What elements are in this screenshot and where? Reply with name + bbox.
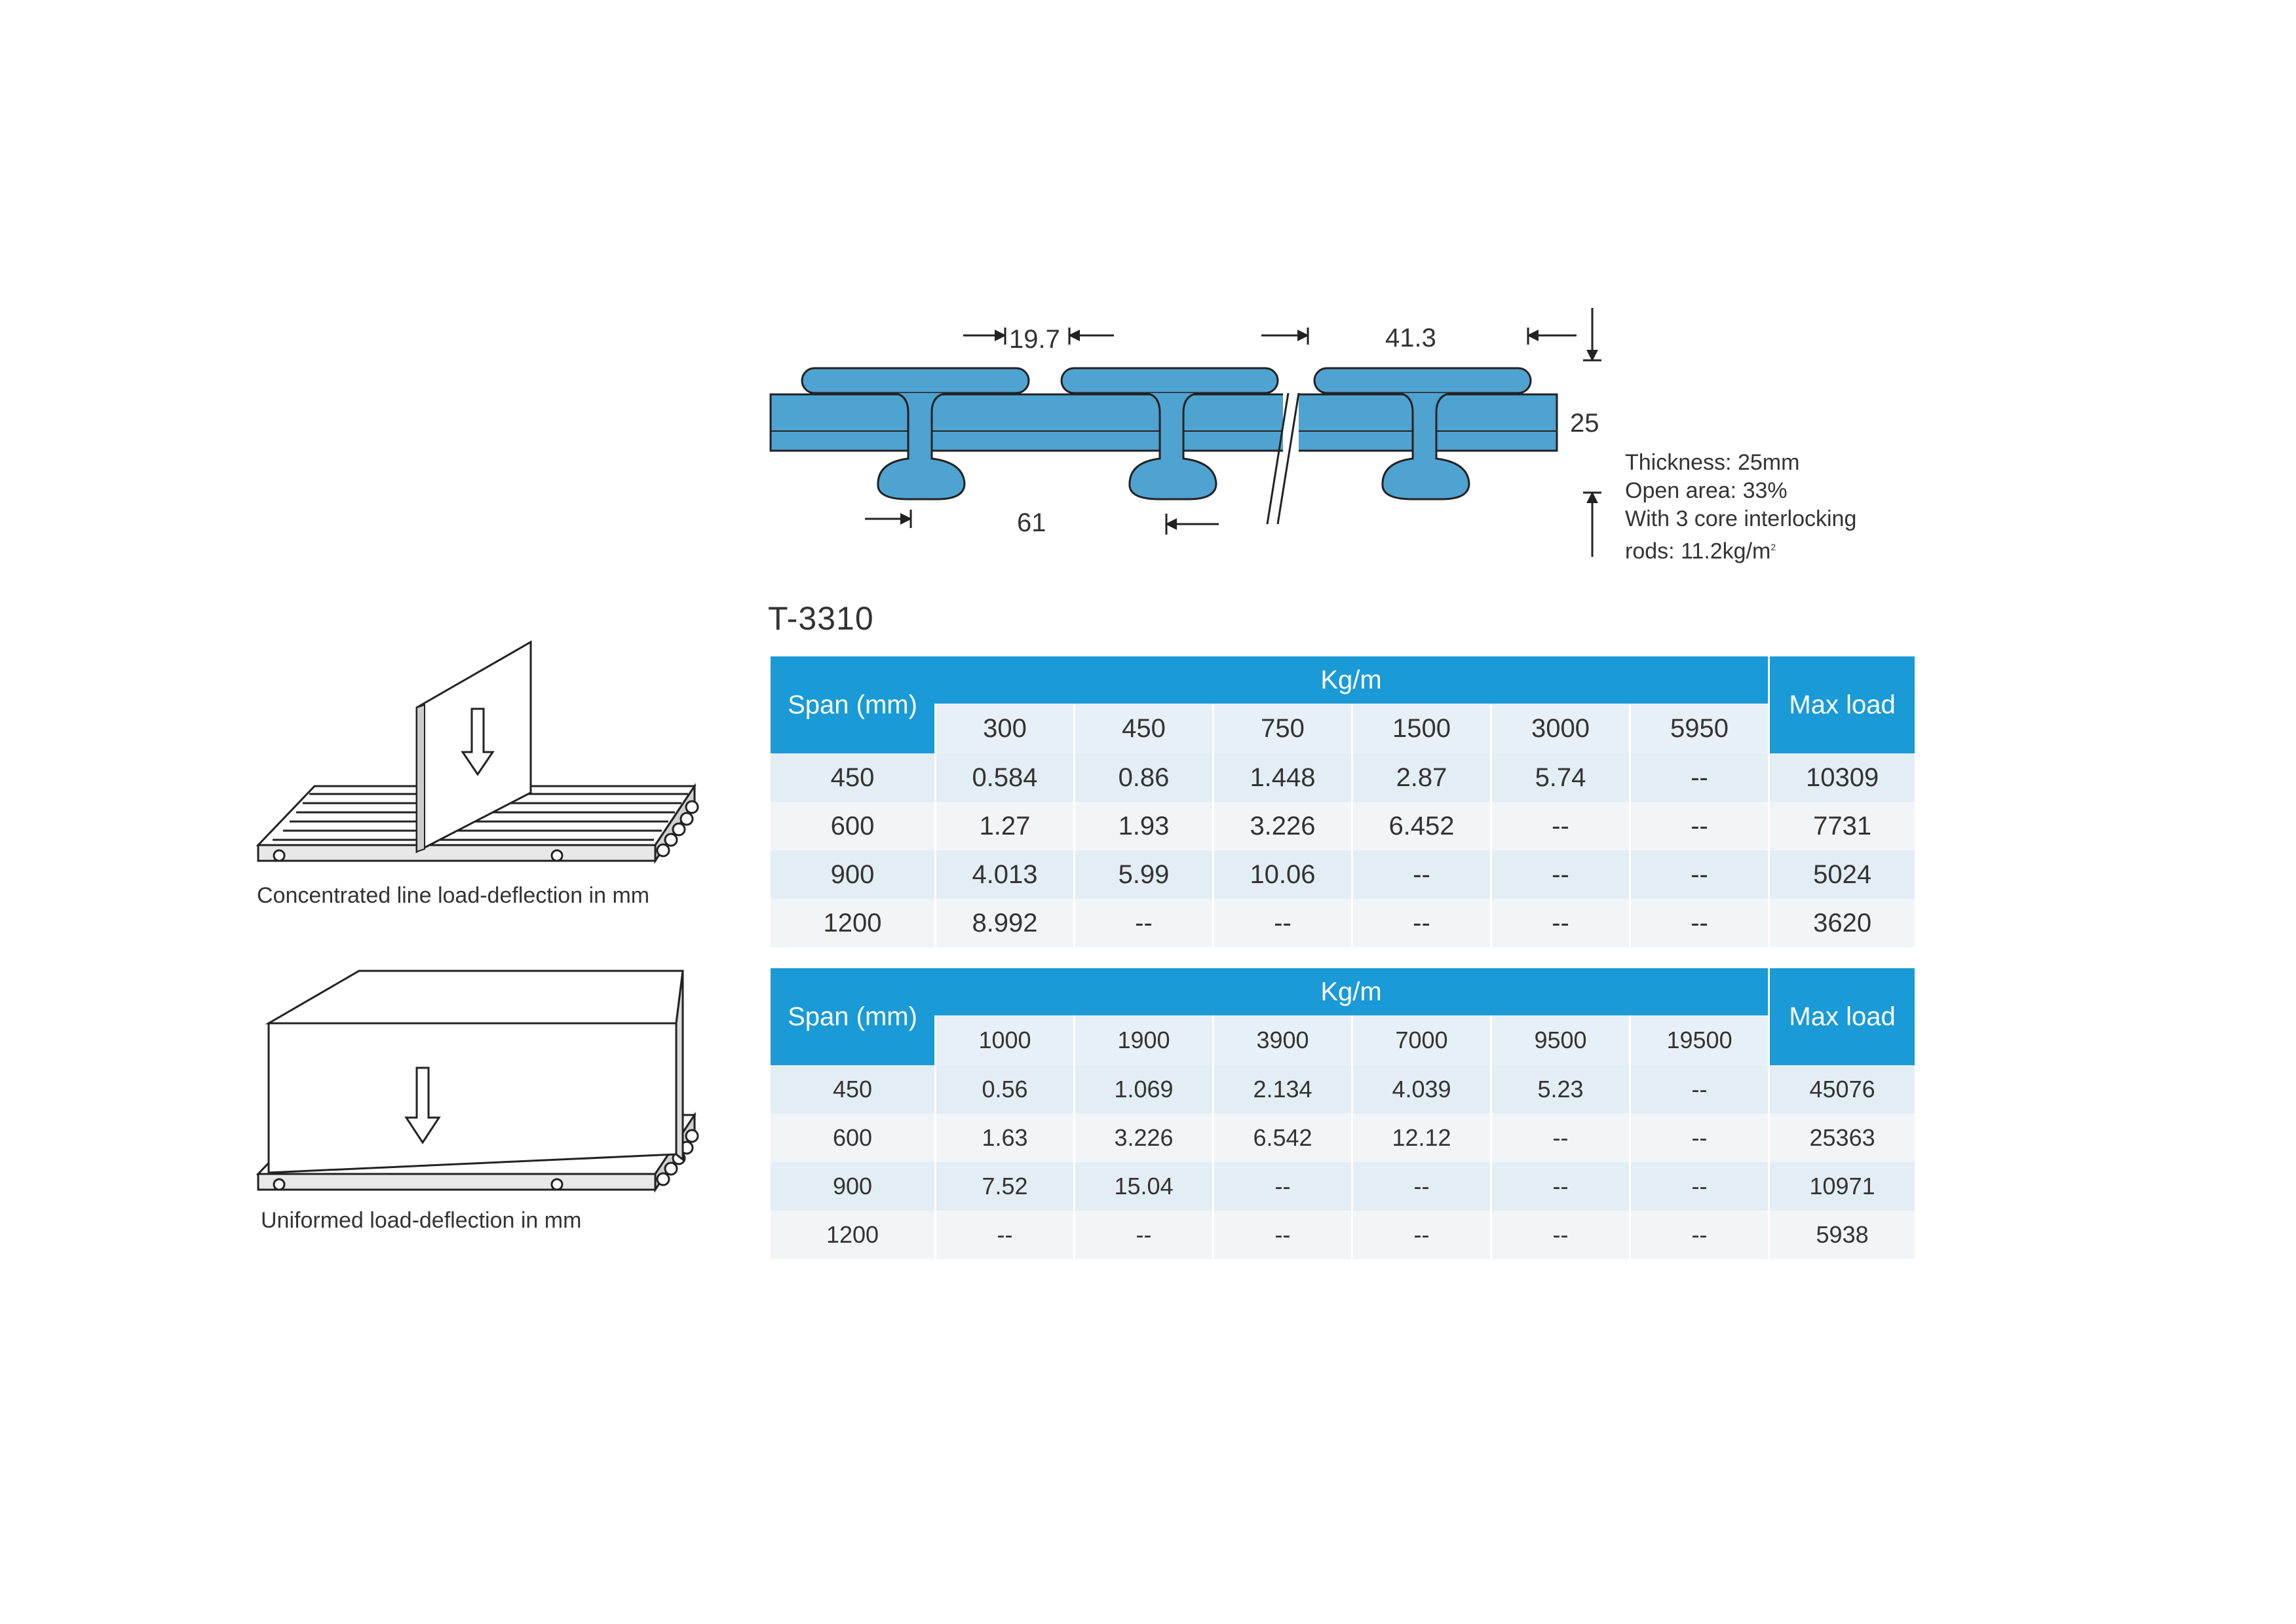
table-row xyxy=(771,1211,1915,1259)
uniform-load-table xyxy=(771,968,1915,1259)
table-row xyxy=(771,802,1915,850)
value-cell: 2.87 xyxy=(1351,753,1490,802)
max-load-cell: 5024 xyxy=(1768,850,1915,899)
span-cell: 600 xyxy=(771,1114,934,1162)
span-header: Span (mm) xyxy=(771,968,934,1065)
value-cell: -- xyxy=(1212,899,1351,947)
value-cell: 7.52 xyxy=(934,1162,1073,1211)
value-cell: 3.226 xyxy=(1073,1114,1212,1162)
dim-height: 25 xyxy=(1570,409,1599,438)
model-title: T-3310 xyxy=(768,600,874,637)
kg-column-header: 3900 xyxy=(1212,1015,1351,1065)
value-cell: -- xyxy=(1629,1065,1768,1114)
value-cell: 1.63 xyxy=(934,1114,1073,1162)
kg-column-header: 19500 xyxy=(1629,1015,1768,1065)
span-cell: 600 xyxy=(771,802,934,850)
dim-width: 61 xyxy=(1017,508,1046,537)
spec-rods-line1: With 3 core interlocking xyxy=(1625,506,1857,531)
spec-open-area: Open area: 33% xyxy=(1625,478,1788,503)
table-row xyxy=(771,753,1915,802)
value-cell: -- xyxy=(1351,850,1490,899)
profile-specs xyxy=(1625,449,1856,565)
value-cell: -- xyxy=(1490,850,1629,899)
value-cell: -- xyxy=(1629,899,1768,947)
line-load-illustration xyxy=(249,635,708,884)
kg-column-header: 450 xyxy=(1073,704,1212,753)
value-cell: 0.56 xyxy=(934,1065,1073,1114)
span-header: Span (mm) xyxy=(771,656,934,753)
value-cell: -- xyxy=(1351,899,1490,947)
belt-top-plate xyxy=(802,368,1029,393)
value-cell: -- xyxy=(1629,1211,1768,1259)
kg-header: Kg/m xyxy=(934,968,1768,1015)
value-cell: -- xyxy=(1629,1162,1768,1211)
belt-break-gap xyxy=(1283,387,1299,465)
max-load-cell: 5938 xyxy=(1768,1211,1915,1259)
value-cell: -- xyxy=(1073,899,1212,947)
kg-column-header: 5950 xyxy=(1629,704,1768,753)
value-cell: -- xyxy=(934,1211,1073,1259)
kg-column-header: 1900 xyxy=(1073,1015,1212,1065)
table-row xyxy=(771,850,1915,899)
value-cell: -- xyxy=(1629,753,1768,802)
value-cell: 0.86 xyxy=(1073,753,1212,802)
span-cell: 450 xyxy=(771,1065,934,1114)
spec-rods-sup: 2 xyxy=(1770,542,1776,552)
kg-column-header: 9500 xyxy=(1490,1015,1629,1065)
spec-rods-line2: rods: $11.2kg/m^2$ xyxy=(1625,538,1776,564)
span-cell: 900 xyxy=(771,1162,934,1211)
value-cell: 1.27 xyxy=(934,802,1073,850)
value-cell: 15.04 xyxy=(1073,1162,1212,1211)
value-cell: 3.226 xyxy=(1212,802,1351,850)
value-cell: 2.134 xyxy=(1212,1065,1351,1114)
table-row xyxy=(771,1065,1915,1114)
value-cell: -- xyxy=(1490,1114,1629,1162)
value-cell: 5.99 xyxy=(1073,850,1212,899)
value-cell: -- xyxy=(1212,1211,1351,1259)
value-cell: 0.584 xyxy=(934,753,1073,802)
span-cell: 900 xyxy=(771,850,934,899)
value-cell: 1.93 xyxy=(1073,802,1212,850)
dim-pitch-small: 19.7 xyxy=(1009,325,1060,354)
uniform-load-caption: Uniformed load-deflection in mm xyxy=(261,1208,582,1233)
value-cell: -- xyxy=(1490,802,1629,850)
value-cell: -- xyxy=(1629,850,1768,899)
kg-header: Kg/m xyxy=(934,656,1768,704)
value-cell: 6.542 xyxy=(1212,1114,1351,1162)
value-cell: -- xyxy=(1490,899,1629,947)
line-load-table xyxy=(771,656,1915,947)
value-cell: 8.992 xyxy=(934,899,1073,947)
table-row xyxy=(771,899,1915,947)
value-cell: -- xyxy=(1212,1162,1351,1211)
uniform-load-illustration xyxy=(249,963,708,1205)
span-cell: 1200 xyxy=(771,1211,934,1259)
kg-column-header: 3000 xyxy=(1490,704,1629,753)
kg-column-header: 750 xyxy=(1212,704,1351,753)
value-cell: 4.013 xyxy=(934,850,1073,899)
value-cell: -- xyxy=(1351,1162,1490,1211)
table-row xyxy=(771,1114,1915,1162)
value-cell: 10.06 xyxy=(1212,850,1351,899)
span-cell: 1200 xyxy=(771,899,934,947)
max-load-cell: 7731 xyxy=(1768,802,1915,850)
value-cell: 5.74 xyxy=(1490,753,1629,802)
max-load-cell: 10971 xyxy=(1768,1162,1915,1211)
value-cell: -- xyxy=(1351,1211,1490,1259)
dim-pitch-large: 41.3 xyxy=(1385,324,1436,352)
value-cell: -- xyxy=(1490,1211,1629,1259)
max-load-header: Max load xyxy=(1768,968,1915,1065)
max-load-cell: 10309 xyxy=(1768,753,1915,802)
kg-column-header: 7000 xyxy=(1351,1015,1490,1065)
spec-thickness: Thickness: 25mm xyxy=(1625,450,1800,475)
table-row xyxy=(771,1162,1915,1211)
kg-column-header: 1500 xyxy=(1351,704,1490,753)
value-cell: 6.452 xyxy=(1351,802,1490,850)
max-load-cell: 25363 xyxy=(1768,1114,1915,1162)
value-cell: -- xyxy=(1073,1211,1212,1259)
value-cell: -- xyxy=(1490,1162,1629,1211)
belt-top-plate xyxy=(1314,368,1531,393)
span-cell: 450 xyxy=(771,753,934,802)
value-cell: 5.23 xyxy=(1490,1065,1629,1114)
kg-column-header: 1000 xyxy=(934,1015,1073,1065)
value-cell: 4.039 xyxy=(1351,1065,1490,1114)
max-load-cell: 45076 xyxy=(1768,1065,1915,1114)
max-load-header: Max load xyxy=(1768,656,1915,753)
kg-column-header: 300 xyxy=(934,704,1073,753)
value-cell: -- xyxy=(1629,802,1768,850)
value-cell: 1.448 xyxy=(1212,753,1351,802)
value-cell: 1.069 xyxy=(1073,1065,1212,1114)
value-cell: -- xyxy=(1629,1114,1768,1162)
line-load-caption: Concentrated line load-deflection in mm xyxy=(257,883,650,908)
belt-top-plate xyxy=(1062,368,1278,393)
value-cell: 12.12 xyxy=(1351,1114,1490,1162)
max-load-cell: 3620 xyxy=(1768,899,1915,947)
